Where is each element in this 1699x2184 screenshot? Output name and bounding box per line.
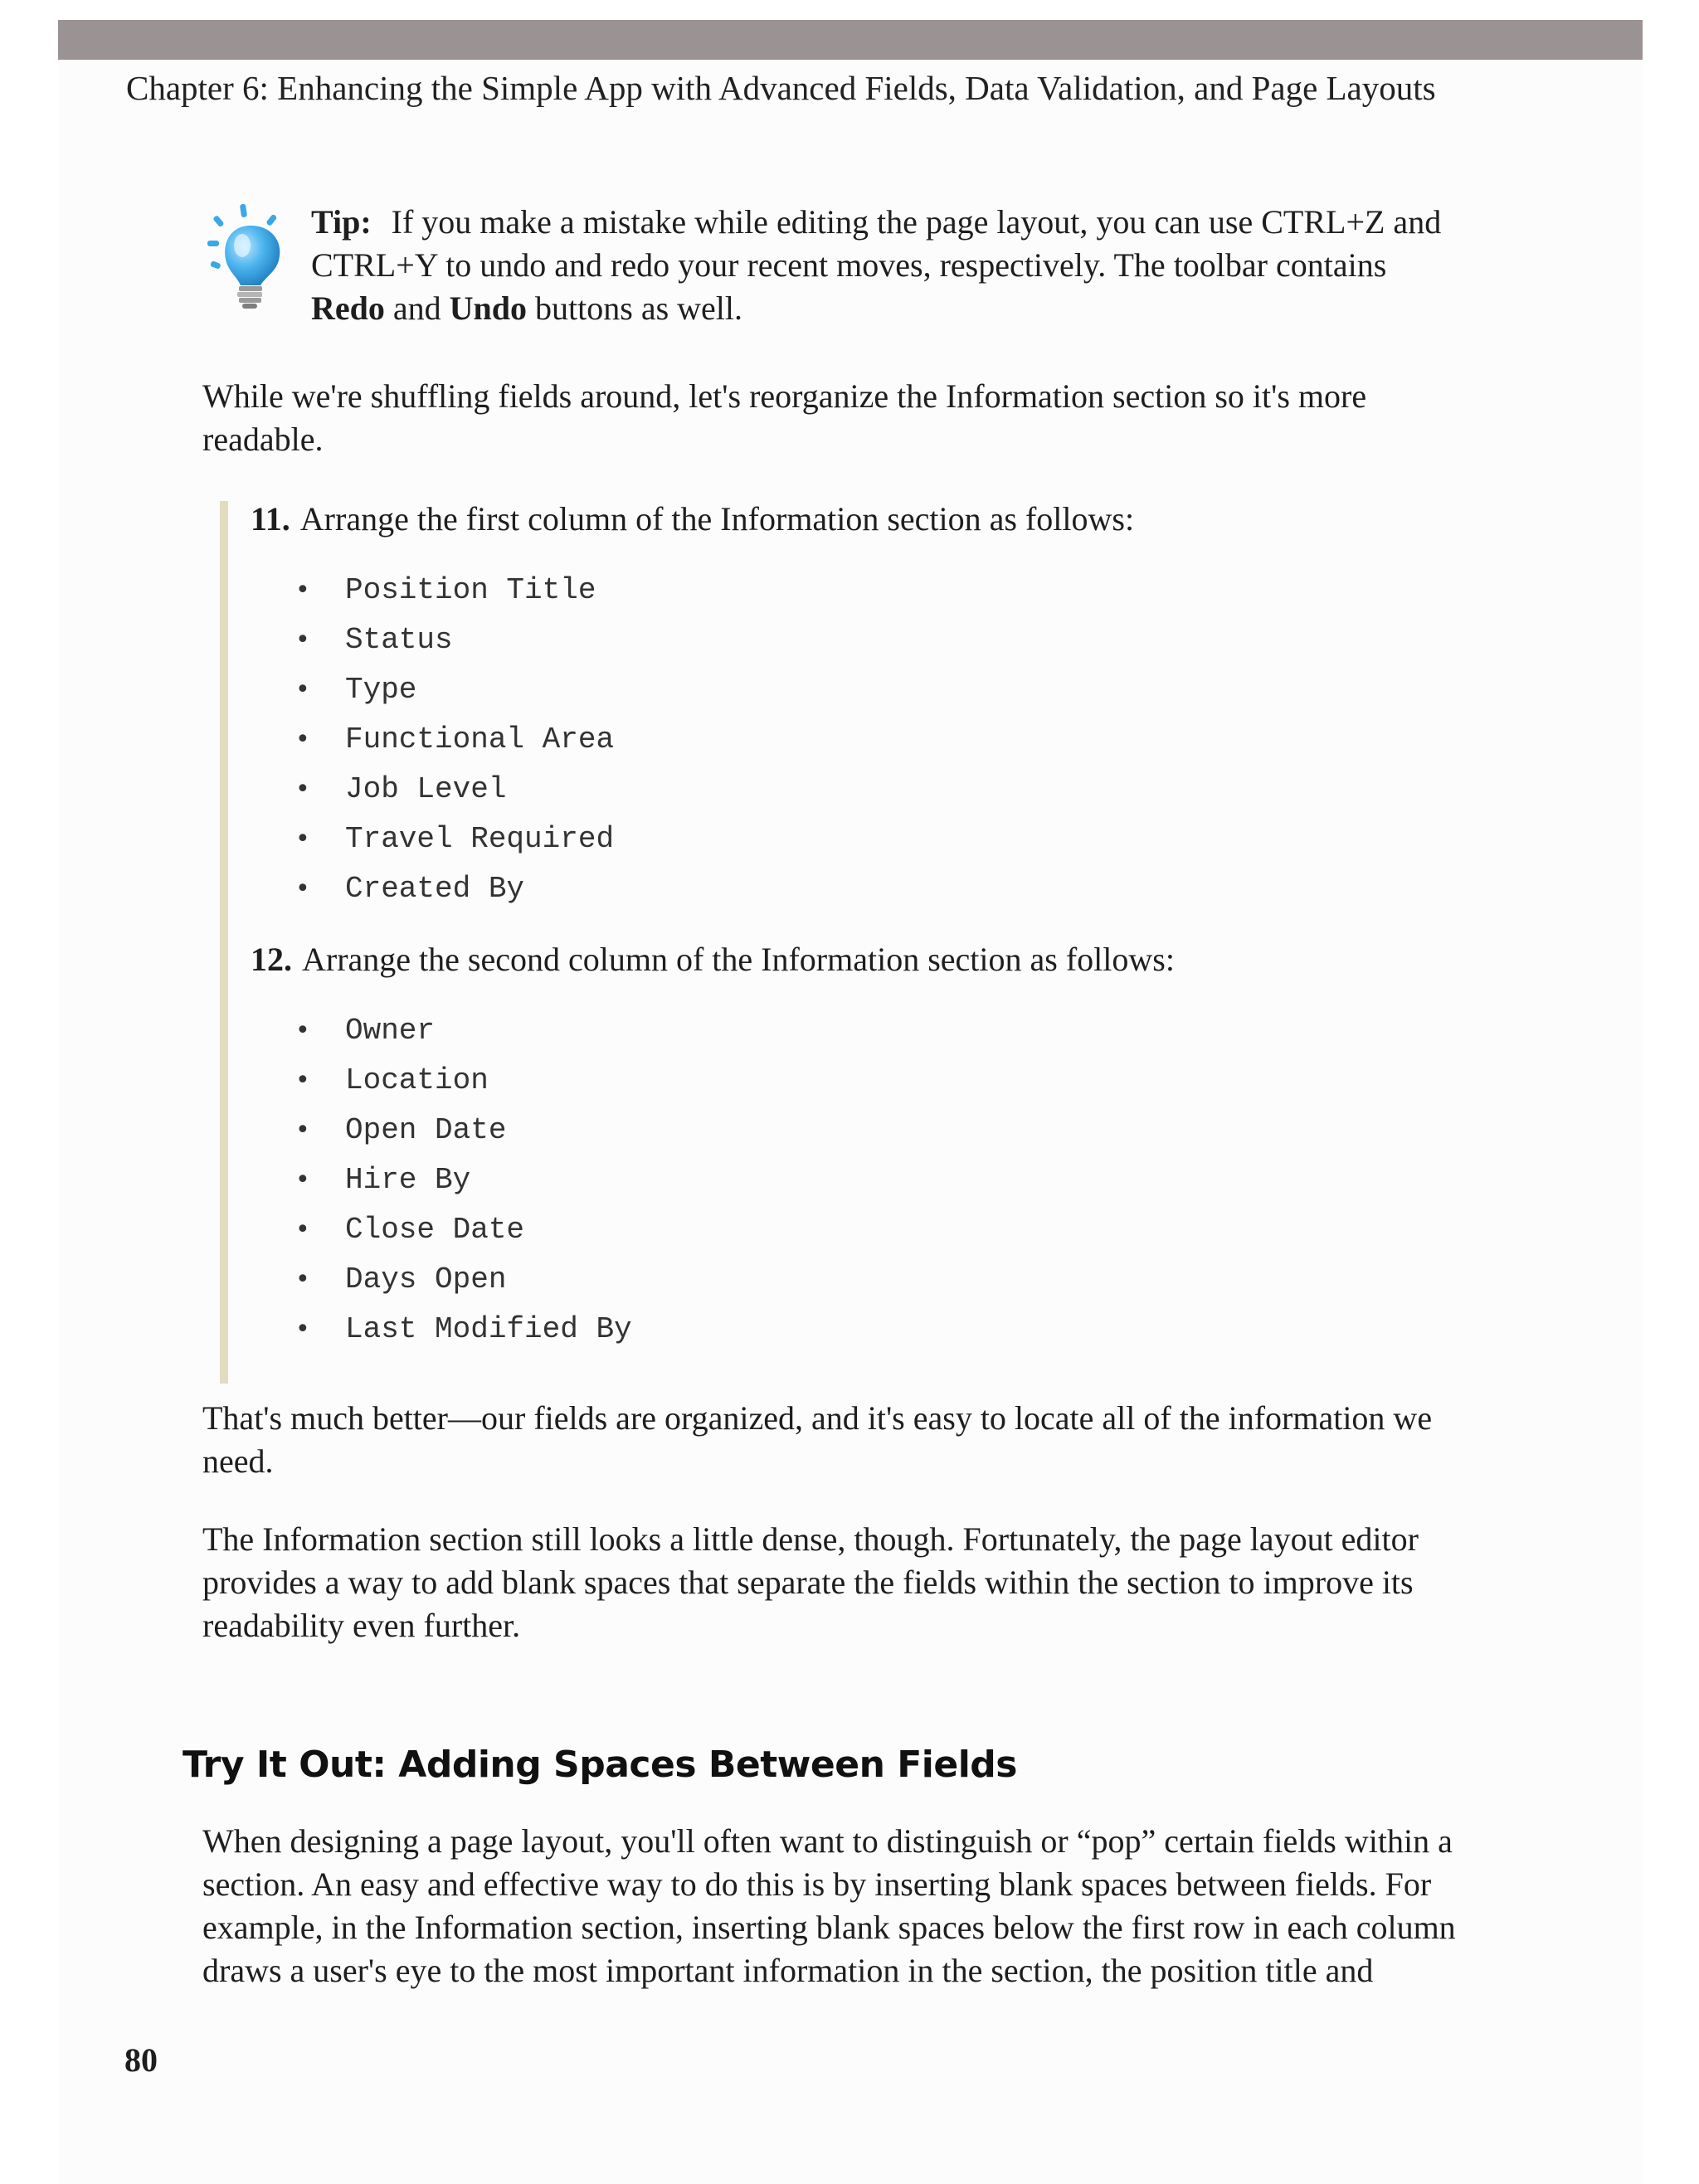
field-name: Type [345,673,417,707]
field-name: Functional Area [345,722,615,756]
step-11 [251,498,1412,541]
field-name: Location [345,1063,489,1097]
bullet-icon: • [295,1066,310,1095]
first-column-field-list [292,566,614,914]
bullet-icon: • [295,1165,310,1194]
page-top-bar [58,20,1643,60]
field-name: Status [345,623,453,657]
field-name: Job Level [345,772,507,806]
field-name: Last Modified By [345,1312,632,1346]
field-name: Travel Required [345,822,615,856]
undo-term: Undo [449,289,528,327]
tip-text-part: buttons as well. [535,289,743,327]
tip-text-part: and [392,289,441,327]
list-item [292,815,614,864]
list-item [292,566,614,615]
list-item [292,1056,632,1106]
list-item [292,1006,632,1056]
list-item [292,765,614,815]
page-number: 80 [124,2041,158,2079]
bullet-icon: • [295,1315,310,1344]
field-name: Position Title [345,573,596,607]
step-text: Arrange the first column of the Information section as follows: [299,500,1135,537]
bullet-icon: • [295,874,310,903]
step-12 [251,938,1412,981]
tip-text-part: If you make a mistake while editing the page layout, you can use CTRL+Z and CTRL+Y to undo and redo your recent moves, respectively. The toolbar contains [311,203,1442,284]
bullet-icon: • [295,725,310,754]
list-item [292,864,614,914]
list-item [292,715,614,765]
bullet-icon: • [295,625,310,654]
step-text: Arrange the second column of the Information section as follows: [302,941,1175,978]
list-item [292,1205,632,1255]
bullet-icon: • [295,1215,310,1244]
field-name: Open Date [345,1113,507,1147]
redo-term: Redo [311,289,385,327]
bullet-icon: • [295,1265,310,1294]
step-number: 11. [251,500,290,537]
summary-paragraph: That's much better—our fields are organized, and it's easy to locate all of the information we need. [202,1399,1433,1480]
second-column-field-list [292,1006,632,1355]
list-item [292,665,614,715]
bullet-icon: • [295,1116,310,1145]
bullet-icon: • [295,775,310,804]
bullet-icon: • [295,824,310,854]
list-item [292,1255,632,1305]
field-name: Hire By [345,1163,471,1197]
intro-paragraph: While we're shuffling fields around, let's reorganize the Information section so it's more readable. [202,377,1367,458]
bullet-icon: • [295,675,310,704]
dense-section-paragraph: The Information section still looks a little dense, though. Fortunately, the page layout editor provides a way to add blank spaces that separate the fields within the section to improve its readability even further. [202,1520,1419,1644]
section-heading: Try It Out: Adding Spaces Between Fields [183,1744,1017,1786]
chapter-running-header: Chapter 6: Enhancing the Simple App with Advanced Fields, Data Validation, and Page Layouts [126,69,1436,107]
list-item [292,615,614,665]
section-body-paragraph: When designing a page layout, you'll often want to distinguish or “pop” certain fields within a section. An easy and effective way to do this is by inserting blank spaces between fields. For example, in the Information section, inserting blank spaces below the first row in each column draws a user's eye to the most important information in the section, the position title and [202,1822,1456,1989]
list-item [292,1106,632,1155]
field-name: Close Date [345,1213,525,1247]
tip-callout [311,201,1456,330]
field-name: Created By [345,872,525,906]
bullet-icon: • [295,576,310,605]
list-item [292,1305,632,1355]
lightbulb-icon [204,204,287,312]
tip-label: Tip: [311,203,372,241]
step-number: 12. [251,941,292,978]
field-name: Owner [345,1014,436,1048]
bullet-icon: • [295,1016,310,1045]
steps-sidebar-rule [220,501,228,1384]
field-name: Days Open [345,1262,507,1296]
list-item [292,1155,632,1205]
